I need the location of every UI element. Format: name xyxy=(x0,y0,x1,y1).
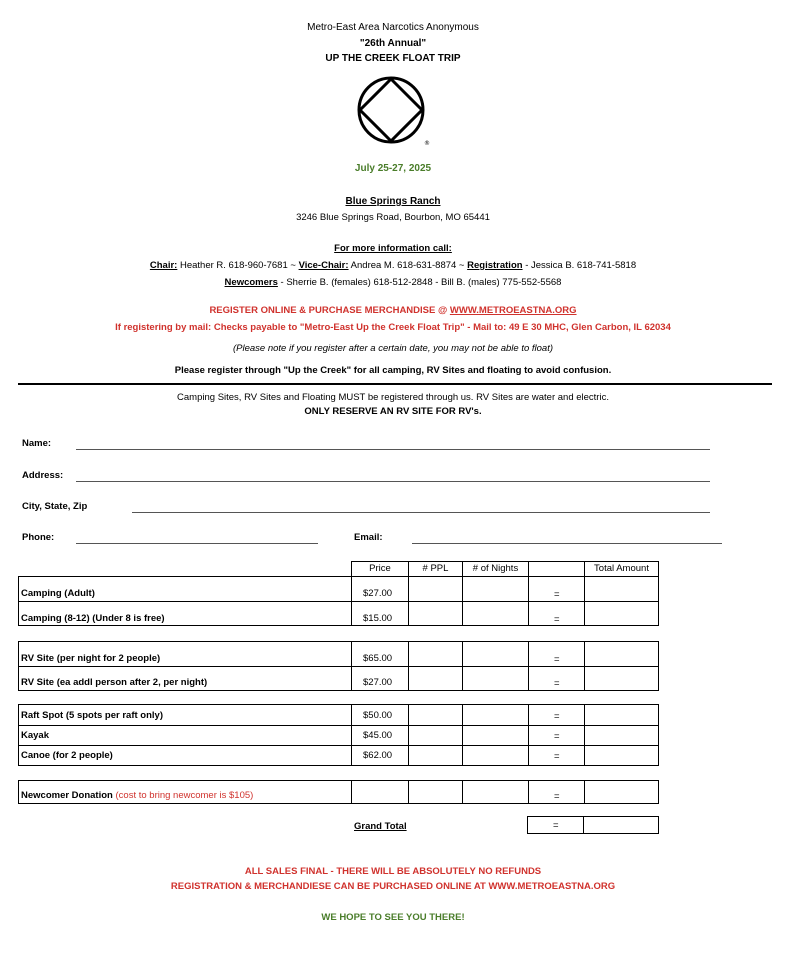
late-registration-note: (Please note if you register after a certain date, you may not be able to float) xyxy=(232,343,553,354)
equals: = xyxy=(554,791,560,802)
table-header xyxy=(351,561,659,577)
table-row-price: $45.00 xyxy=(363,730,393,741)
equals: = xyxy=(554,589,560,600)
vice-chair-text: Andrea M. 618-631-8874 ~ xyxy=(348,260,468,271)
table-row-item: RV Site (per night for 2 people) xyxy=(21,653,161,664)
website-link[interactable]: WWW.METROEASTNA.ORG xyxy=(449,305,577,316)
online-purchase-notice: REGISTRATION & MERCHANDIESE CAN BE PURCHASED ONLINE AT WWW.METROEASTNA.ORG xyxy=(170,881,616,892)
registration-text: - Jessica B. 618-741-5818 xyxy=(522,260,637,271)
camping-group xyxy=(18,576,659,626)
address-field[interactable] xyxy=(76,481,710,482)
newcomer-item: Newcomer Donation xyxy=(21,790,116,801)
divider xyxy=(18,383,772,385)
table-row-item: Camping (8-12) (Under 8 is free) xyxy=(21,613,165,624)
vice-chair-label: Vice-Chair: xyxy=(298,260,349,271)
mail-notice: If registering by mail: Checks payable to "Metro-East Up the Creek Float Trip" - Mail to: 49 E 30 MHC, Glen Carbon, IL 62034 xyxy=(115,322,671,333)
venue-address: 3246 Blue Springs Road, Bourbon, MO 65441 xyxy=(296,212,490,223)
total-header: Total Amount xyxy=(594,563,649,574)
city-state-zip-field[interactable] xyxy=(132,512,710,513)
sales-final-notice: ALL SALES FINAL - THERE WILL BE ABSOLUTELY NO REFUNDS xyxy=(244,866,542,877)
newcomers-text: - Sherrie B. (females) 618-512-2848 - Bill B. (males) 775-552-5568 xyxy=(277,277,562,288)
na-logo-icon xyxy=(352,75,436,147)
address-label: Address: xyxy=(22,470,64,481)
eq-header xyxy=(529,562,585,576)
grand-total-label: Grand Total xyxy=(354,821,407,832)
table-row-price: $15.00 xyxy=(363,613,393,624)
rv-group xyxy=(18,641,659,691)
register-online-notice xyxy=(0,305,786,316)
contact-line-1 xyxy=(0,260,786,271)
email-field[interactable] xyxy=(412,543,722,544)
closing-message: WE HOPE TO SEE YOU THERE! xyxy=(321,912,465,923)
equals: = xyxy=(554,654,560,665)
table-row-item: RV Site (ea addl person after 2, per night) xyxy=(21,677,208,688)
venue-name: Blue Springs Ranch xyxy=(345,196,441,207)
nights-header: # of Nights xyxy=(463,562,529,576)
na-logo xyxy=(352,75,436,147)
register-online-text: REGISTER ONLINE & PURCHASE MERCHANDISE @ xyxy=(209,305,450,316)
table-row-item: Canoe (for 2 people) xyxy=(21,750,113,761)
newcomer-row xyxy=(21,790,253,801)
rv-only-note: ONLY RESERVE AN RV SITE FOR RV's. xyxy=(304,406,482,417)
event-title: UP THE CREEK FLOAT TRIP xyxy=(325,53,461,64)
city-state-zip-label: City, State, Zip xyxy=(22,501,88,512)
org-name: Metro-East Area Narcotics Anonymous xyxy=(307,22,479,33)
event-dates: July 25-27, 2025 xyxy=(354,163,432,174)
table-row-price: $50.00 xyxy=(363,710,393,721)
table-row-item: Kayak xyxy=(21,730,49,741)
table-row-item: Raft Spot (5 spots per raft only) xyxy=(21,710,163,721)
contact-line-2 xyxy=(0,277,786,288)
email-label: Email: xyxy=(354,532,383,543)
equals: = xyxy=(553,820,559,831)
floating-group xyxy=(18,704,659,766)
newcomer-note: (cost to bring newcomer is $105) xyxy=(115,790,254,801)
chair-label: Chair: xyxy=(149,260,178,271)
name-label: Name: xyxy=(22,438,52,449)
table-row-price: $27.00 xyxy=(363,588,393,599)
registration-label: Registration xyxy=(467,260,523,271)
grand-total-box xyxy=(527,816,659,834)
table-row-price: $62.00 xyxy=(363,750,393,761)
table-row-item: Camping (Adult) xyxy=(21,588,95,599)
table-row-price: $65.00 xyxy=(363,653,393,664)
equals: = xyxy=(554,678,560,689)
register-through-notice: Please register through "Up the Creek" for all camping, RV Sites and floating to avoid confusion. xyxy=(174,365,612,376)
ppl-header: # PPL xyxy=(409,562,463,576)
phone-label: Phone: xyxy=(22,532,55,543)
equals: = xyxy=(554,751,560,762)
contact-heading: For more information call: xyxy=(334,243,452,254)
annual-label: "26th Annual" xyxy=(359,38,427,49)
table-row-price: $27.00 xyxy=(363,677,393,688)
chair-text: Heather R. 618-960-7681 ~ xyxy=(177,260,299,271)
name-field[interactable] xyxy=(76,449,710,450)
newcomers-label: Newcomers xyxy=(224,277,278,288)
registered-mark: ® xyxy=(424,140,430,147)
price-header: Price xyxy=(352,562,409,576)
phone-field[interactable] xyxy=(76,543,318,544)
equals: = xyxy=(554,711,560,722)
newcomer-group xyxy=(18,780,659,804)
equals: = xyxy=(554,614,560,625)
camping-note: Camping Sites, RV Sites and Floating MUST be registered through us. RV Sites are water and electric. xyxy=(177,392,609,403)
equals: = xyxy=(554,731,560,742)
